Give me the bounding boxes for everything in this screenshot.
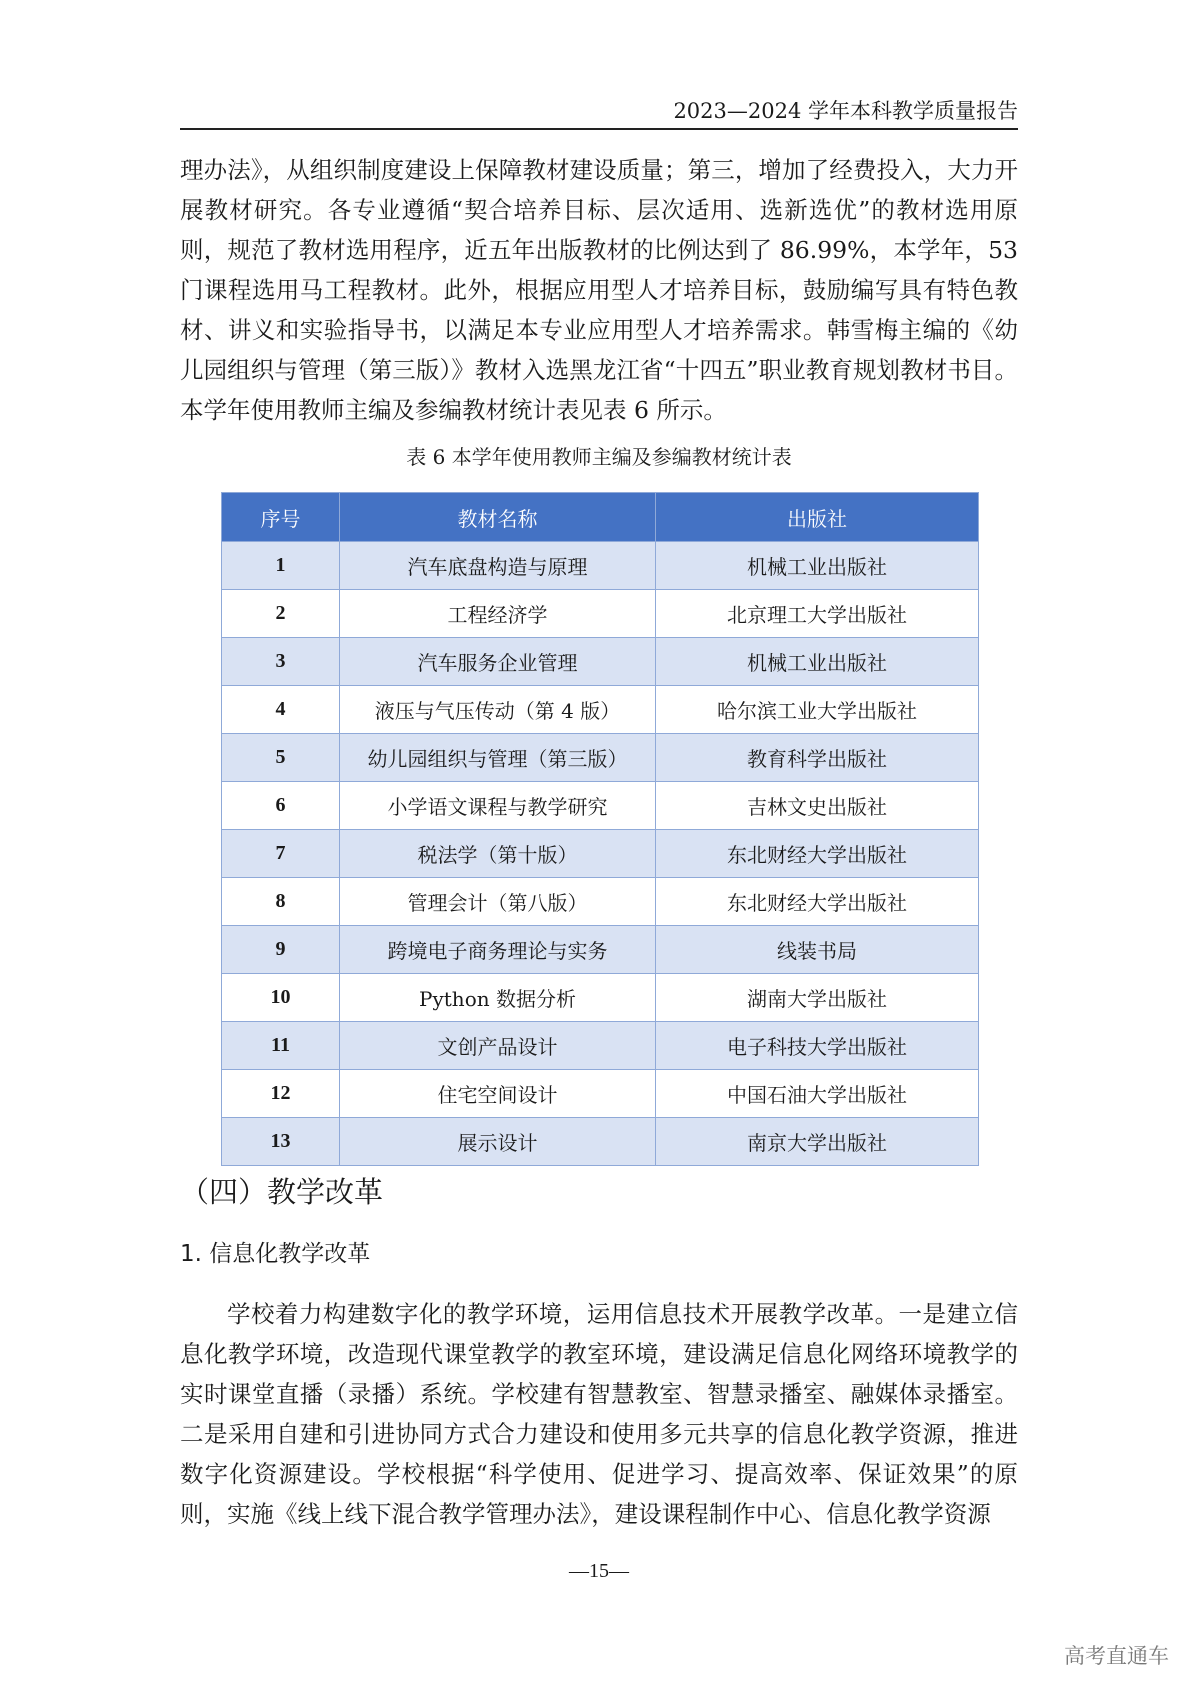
textbook-name: 汽车服务企业管理 xyxy=(340,638,656,686)
row-index: 2 xyxy=(222,590,340,638)
publisher: 东北财经大学出版社 xyxy=(656,878,979,926)
row-index: 11 xyxy=(222,1022,340,1070)
row-index: 3 xyxy=(222,638,340,686)
table-row xyxy=(222,830,979,878)
textbook-name: 小学语文课程与教学研究 xyxy=(340,782,656,830)
row-index: 10 xyxy=(222,974,340,1022)
subsection-heading: 1. 信息化教学改革 xyxy=(180,1241,371,1267)
table-row xyxy=(222,638,979,686)
header-publisher: 出版社 xyxy=(656,493,979,542)
publisher: 南京大学出版社 xyxy=(656,1118,979,1166)
textbook-name: 管理会计（第八版） xyxy=(340,878,656,926)
publisher: 吉林文史出版社 xyxy=(656,782,979,830)
publisher: 电子科技大学出版社 xyxy=(656,1022,979,1070)
row-index: 6 xyxy=(222,782,340,830)
page-number: —15— xyxy=(569,1560,629,1582)
table-caption: 表 6 本学年使用教师主编及参编教材统计表 xyxy=(406,445,792,469)
publisher: 教育科学出版社 xyxy=(656,734,979,782)
table-row xyxy=(222,1118,979,1166)
publisher: 中国石油大学出版社 xyxy=(656,1070,979,1118)
publisher: 机械工业出版社 xyxy=(656,542,979,590)
table-row xyxy=(222,1070,979,1118)
table-row xyxy=(222,542,979,590)
section-heading: （四）教学改革 xyxy=(180,1175,384,1209)
textbook-name: 幼儿园组织与管理（第三版） xyxy=(340,734,656,782)
publisher: 线装书局 xyxy=(656,926,979,974)
textbook-name: 文创产品设计 xyxy=(340,1022,656,1070)
textbook-name: 工程经济学 xyxy=(340,590,656,638)
row-index: 4 xyxy=(222,686,340,734)
table-header-row xyxy=(222,493,979,542)
publisher: 机械工业出版社 xyxy=(656,638,979,686)
publisher: 东北财经大学出版社 xyxy=(656,830,979,878)
table-row xyxy=(222,686,979,734)
body-paragraph-2: 学校着力构建数字化的教学环境，运用信息技术开展教学改革。一是建立信息化教学环境，改造现代课堂教学的教室环境，建设满足信息化网络环境教学的实时课堂直播（录播）系统。学校建有智慧教室、智慧录播室、融媒体录播室。二是采用自建和引进协同方式合力建设和使用多元共享的信息化教学资源，推进数字化资源建设。学校根据“科学使用、促进学习、提高效率、保证效果”的原则，实施《线上线下混合教学管理办法》，建设课程制作中心、信息化教学资源 xyxy=(180,1300,1018,1528)
header-textbook-name: 教材名称 xyxy=(340,493,656,542)
header-index: 序号 xyxy=(222,493,340,542)
textbook-name: 税法学（第十版） xyxy=(340,830,656,878)
table-row xyxy=(222,926,979,974)
row-index: 5 xyxy=(222,734,340,782)
textbook-name: Python 数据分析 xyxy=(340,974,656,1022)
body-paragraph-1: 理办法》，从组织制度建设上保障教材建设质量；第三，增加了经费投入，大力开展教材研究。各专业遵循“契合培养目标、层次适用、选新选优”的教材选用原则，规范了教材选用程序，近五年出版教材的比例达到了 86.99%，本学年，53 门课程选用马工程教材。此外，根据应用型人才培养目标，鼓励编写具有特色教材、讲义和实验指导书，以满足本专业应用型人才培养需求。韩雪梅主编的《幼儿园组织与管理（第三版）》教材入选黑龙江省“十四五”职业教育规划教材书目。本学年使用教师主编及参编教材统计表见表 6 所示。 xyxy=(180,156,1026,424)
table-row xyxy=(222,878,979,926)
textbook-name: 液压与气压传动（第 4 版） xyxy=(340,686,656,734)
textbook-name: 汽车底盘构造与原理 xyxy=(340,542,656,590)
row-index: 8 xyxy=(222,878,340,926)
textbook-name: 住宅空间设计 xyxy=(340,1070,656,1118)
table-row xyxy=(222,1022,979,1070)
row-index: 13 xyxy=(222,1118,340,1166)
publisher: 北京理工大学出版社 xyxy=(656,590,979,638)
watermark-text: 高考直通车 xyxy=(1064,1644,1169,1668)
row-index: 12 xyxy=(222,1070,340,1118)
table-row xyxy=(222,782,979,830)
header-title: 2023—2024 学年本科教学质量报告 xyxy=(673,99,1018,123)
publisher: 湖南大学出版社 xyxy=(656,974,979,1022)
publisher: 哈尔滨工业大学出版社 xyxy=(656,686,979,734)
row-index: 1 xyxy=(222,542,340,590)
textbook-name: 跨境电子商务理论与实务 xyxy=(340,926,656,974)
textbook-table xyxy=(221,492,979,1166)
row-index: 7 xyxy=(222,830,340,878)
page-header xyxy=(180,96,1018,130)
table-row xyxy=(222,974,979,1022)
row-index: 9 xyxy=(222,926,340,974)
table-row xyxy=(222,590,979,638)
table-row xyxy=(222,734,979,782)
textbook-name: 展示设计 xyxy=(340,1118,656,1166)
